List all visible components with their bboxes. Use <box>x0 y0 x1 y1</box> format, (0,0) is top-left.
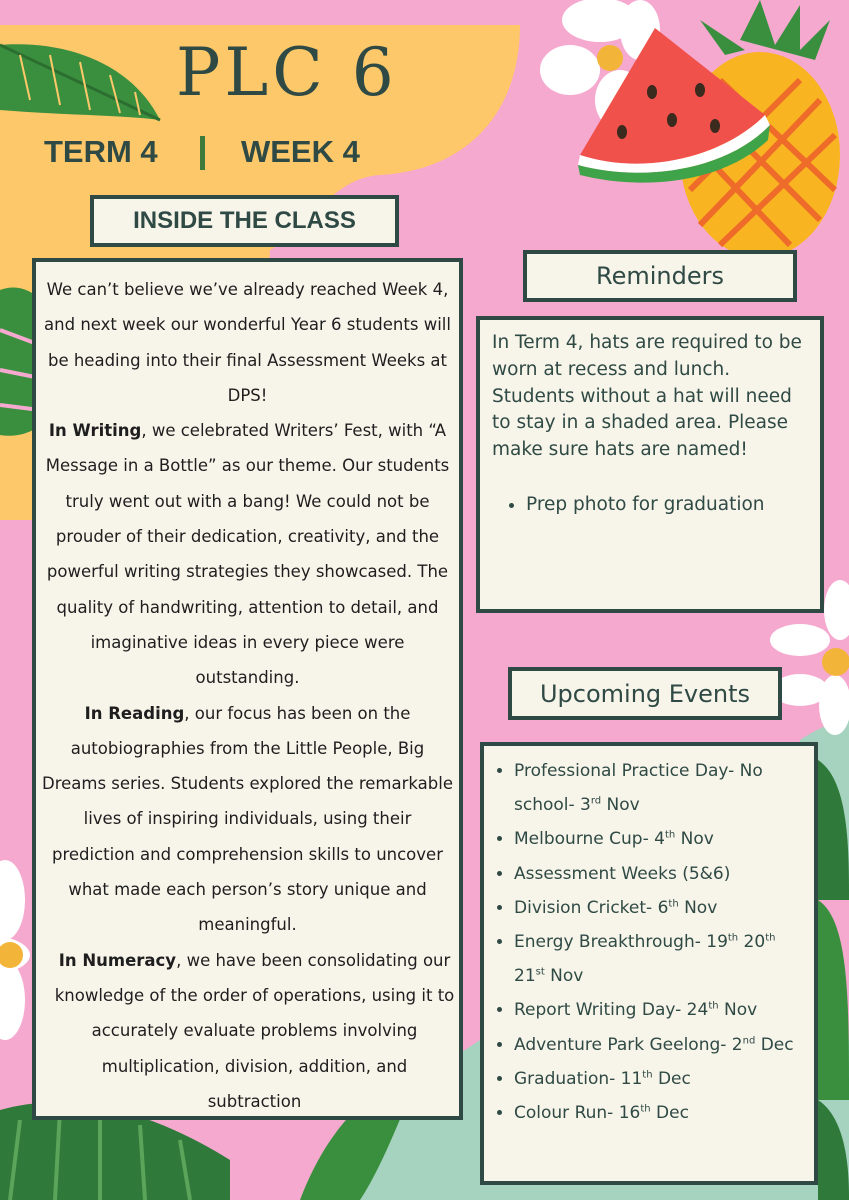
events-content <box>480 742 818 1185</box>
numeracy-label: In Numeracy <box>58 950 177 970</box>
reminders-heading: Reminders <box>596 262 724 290</box>
event-item: • Professional Practice Day- No school- 3rd Nov <box>514 754 806 822</box>
writing-text: , we celebrated Writers’ Fest, with “A Message in a Bottle” as our theme. Our students truly went out with a bang! We could not be prouder of their dedication, creativity, and the powerful writing strategies they showcased. The quality of handwriting, attention to detail, and imaginative ideas in every piece were outstanding. <box>45 421 450 688</box>
event-item: • Melbourne Cup- 4th Nov <box>514 822 806 856</box>
term-label: TERM 4 <box>44 134 158 169</box>
writing-paragraph <box>40 413 455 695</box>
reading-label: In Reading <box>84 703 185 723</box>
numeracy-text: , we have been consolidating our knowledge of the order of operations, using it to accurately evaluate problems involving multiplication, division, addition, and subtraction <box>54 950 455 1111</box>
reminders-list <box>492 492 808 518</box>
reminders-content <box>476 316 824 613</box>
event-item: • Adventure Park Geelong- 2nd Dec <box>514 1028 806 1062</box>
reading-paragraph <box>40 696 455 943</box>
numeracy-paragraph <box>40 943 455 1119</box>
event-item: • Division Cricket- 6th Nov <box>514 891 806 925</box>
daisy-icon-left <box>0 860 30 1040</box>
events-heading-box <box>508 667 782 720</box>
events-list <box>488 754 806 1130</box>
event-item: • Energy Breakthrough- 19th 20th 21st Nov <box>514 925 806 993</box>
reminder-item: • Prep photo for graduation <box>526 492 808 518</box>
writing-label: In Writing <box>48 421 142 441</box>
event-item: • Assessment Weeks (5&6) <box>514 857 806 891</box>
reminders-text: In Term 4, hats are required to be worn at recess and lunch. Students without a hat will need to stay in a shaded area. Please make sure hats are named! <box>492 332 802 461</box>
page-title: PLC 6 <box>176 34 398 111</box>
reading-text: , our focus has been on the autobiographies from the Little People, Big Dreams series. Students explored the remarkable lives of inspiring individuals, using their prediction and comprehension skills to uncover what made each person’s story unique and meaningful. <box>42 703 453 935</box>
inside-class-content <box>32 258 463 1120</box>
divider <box>200 136 205 170</box>
inside-class-heading-box <box>90 195 399 247</box>
event-item: • Report Writing Day- 24th Nov <box>514 993 806 1027</box>
reminders-heading-box <box>523 250 797 302</box>
inside-class-heading: INSIDE THE CLASS <box>133 207 356 234</box>
week-label: WEEK 4 <box>241 134 360 169</box>
event-item: • Graduation- 11th Dec <box>514 1062 806 1096</box>
event-item: • Colour Run- 16th Dec <box>514 1096 806 1130</box>
events-heading: Upcoming Events <box>539 679 751 708</box>
inside-class-intro: We can’t believe we’ve already reached Week 4, and next week our wonderful Year 6 students will be heading into their final Assessment Weeks at DPS! <box>44 280 451 405</box>
